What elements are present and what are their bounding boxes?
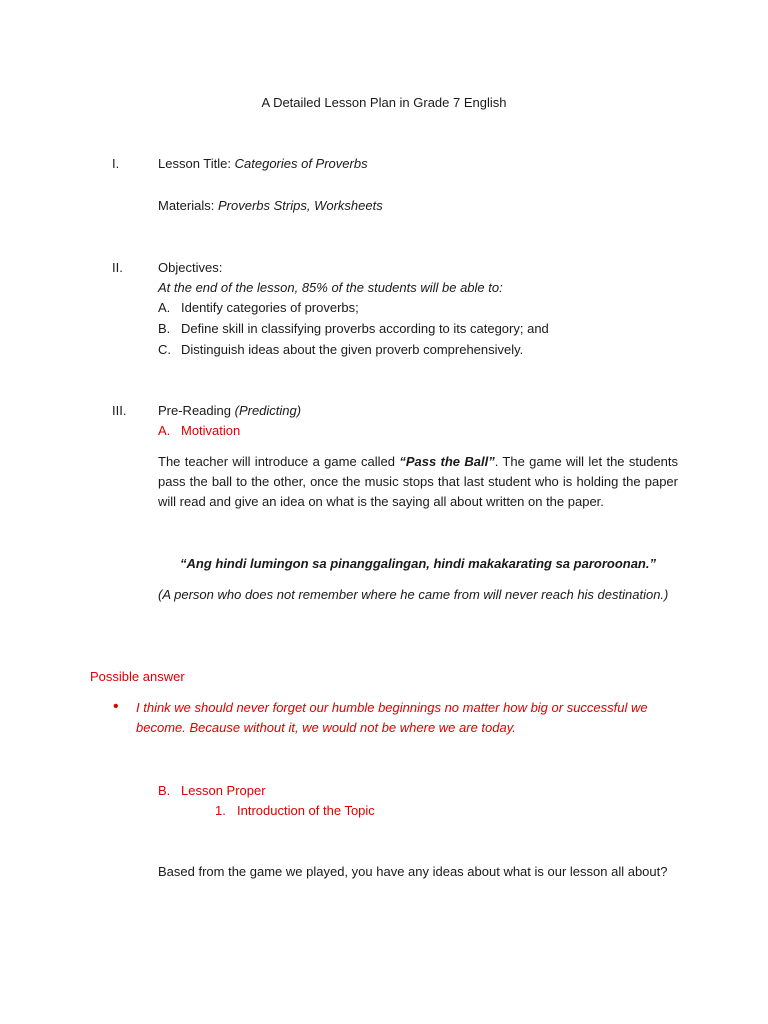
section-2-numeral: II.	[112, 260, 123, 275]
objective-letter: C.	[158, 342, 171, 357]
objective-text: Identify categories of proverbs;	[181, 300, 359, 315]
possible-answer-label: Possible answer	[90, 669, 185, 684]
lesson-title-label: Lesson Title:	[158, 156, 231, 171]
section-1-numeral: I.	[112, 156, 120, 171]
proverb-quote: “Ang hindi lumingon sa pinanggalingan, hindi makakarating sa paroroonan.”	[180, 556, 656, 571]
objective-text: Distinguish ideas about the given proverb comprehensively.	[181, 342, 524, 357]
document-title: A Detailed Lesson Plan in Grade 7 English	[261, 95, 507, 110]
objective-letter: A.	[158, 300, 171, 315]
proverb-translation: (A person who does not remember where he came from will never reach his destination.)	[158, 587, 669, 602]
motivation-text-before: The teacher will introduce a game called	[158, 454, 400, 469]
objectives-label: Objectives	[158, 260, 219, 275]
motivation-letter: A.	[158, 423, 171, 438]
objectives-heading	[158, 258, 222, 278]
motivation-label: Motivation	[181, 423, 241, 438]
materials-value: Proverbs Strips, Worksheets	[218, 198, 383, 213]
pre-reading-heading	[158, 401, 301, 421]
materials-colon: :	[210, 198, 215, 213]
bullet-icon: •	[113, 698, 119, 715]
lesson-proper-letter: B.	[158, 783, 171, 798]
objectives-intro: At the end of the lesson, 85% of the students will be able to:	[158, 280, 503, 295]
pre-reading-label: Pre-Reading	[158, 403, 231, 418]
possible-answer-text: I think we should never forget our humble beginnings no matter how big or successful we become. Because without it, we would not be where we are today.	[136, 700, 648, 735]
materials-label: Materials	[158, 198, 211, 213]
lesson-proper-label: Lesson Proper	[181, 783, 266, 798]
objective-letter: B.	[158, 321, 171, 336]
lesson-title-value: Categories of Proverbs	[234, 156, 368, 171]
objective-text: Define skill in classifying proverbs according to its category; and	[181, 321, 549, 336]
objectives-colon: :	[218, 260, 223, 275]
introduction-label: Introduction of the Topic	[237, 803, 375, 818]
pre-reading-note: (Predicting)	[234, 403, 302, 418]
introduction-number: 1.	[215, 803, 226, 818]
materials-line	[158, 196, 383, 216]
motivation-paragraph	[158, 452, 678, 512]
lesson-question: Based from the game we played, you have any ideas about what is our lesson all about?	[158, 864, 668, 879]
motivation-text-after: . The game will let the students pass the ball to the other, once the music stops that last student who is holding the paper will read and give an idea on what is the saying all about written on the paper.	[158, 454, 679, 509]
lesson-title-line	[158, 154, 368, 174]
game-name: “Pass the Ball”	[399, 454, 495, 469]
section-3-numeral: III.	[112, 403, 127, 418]
